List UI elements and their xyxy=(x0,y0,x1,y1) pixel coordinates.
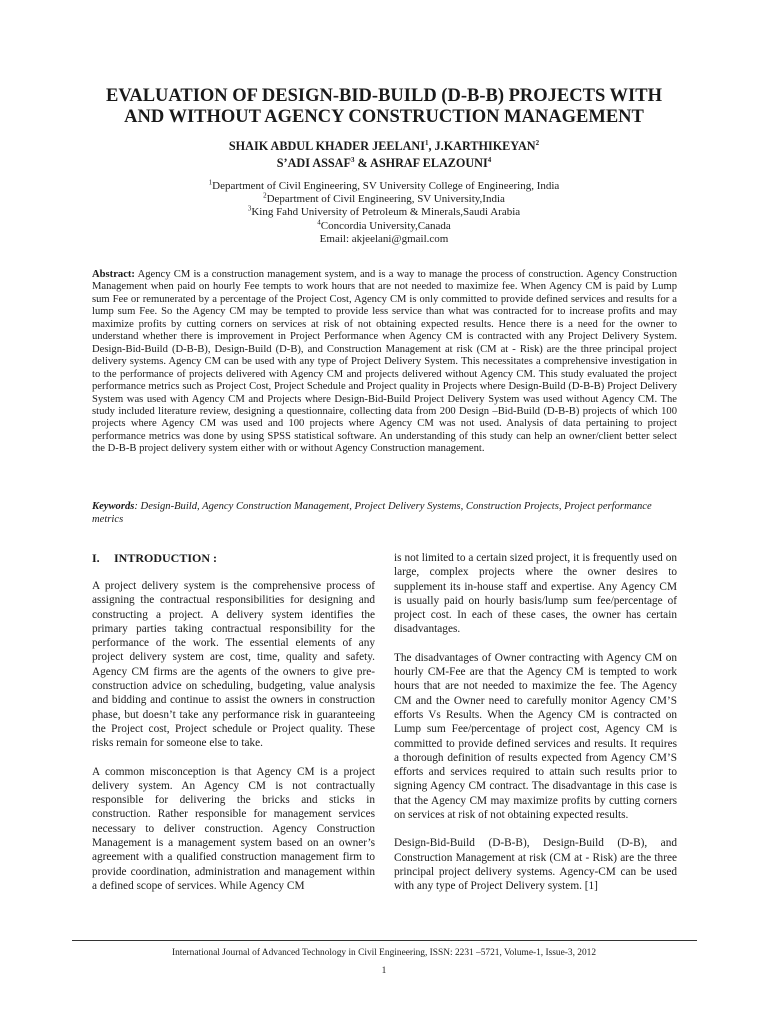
affiliation-2: $^2$Department of Civil Engineering, SV University,India xyxy=(263,191,505,206)
contact-email: Email: akjeelani@gmail.com xyxy=(319,232,449,245)
affiliation-3: $^3$King Fahd University of Petroleum & Minerals,Saudi Arabia xyxy=(247,204,521,219)
author-1: SHAIK ABDUL KHADER JEELANI xyxy=(228,139,425,153)
body-paragraph: A project delivery system is the comprehensive process of assigning the contractual responsibilities for designing and constructing a project. A delivery system identifies the primary parties taking contractual responsibility for the performance of the work. The essential elements of any project delivery system are cost, time, quality and safety. Agency CM firms are the agents of the owners to give pre-construction advice on scheduling, budgeting, value analysis and bidding and continue to assist the owners in construction phase, but doesn’t take any performance risk in guaranteeing the Project cost, Project schedule or Project quality. These risks remain for someone else to take. xyxy=(92,580,375,750)
affiliation-4: $^4$Concordia University,Canada xyxy=(317,217,451,232)
footer-divider xyxy=(72,940,697,941)
author-2: J.KARTHIKEYAN xyxy=(434,139,536,153)
left-column xyxy=(92,551,375,907)
paper-title xyxy=(60,86,708,128)
author-4-sup: 4 xyxy=(487,155,492,164)
page-number: 1 xyxy=(381,966,387,976)
title-line-1: EVALUATION OF DESIGN-BID-BUILD (D-B-B) PROJECTS WITH xyxy=(106,86,662,106)
author-3-sup: 3 xyxy=(350,155,355,164)
body-paragraph: Design-Bid-Build (D-B-B), Design-Build (D-B), and Construction Management at risk (CM at - Risk) are the three principal project delivery systems. Agency-CM can be used with any type of Project Delivery system. [1] xyxy=(394,837,677,893)
title-line-2: AND WITHOUT AGENCY CONSTRUCTION MANAGEMENT xyxy=(124,107,644,127)
keywords-text: : Design-Build, Agency Construction Management, Project Delivery Systems, Construction Projects, Project performance metrics xyxy=(92,501,652,525)
author-1-sup: 1 xyxy=(424,138,429,147)
abstract-text: Agency CM is a construction management system, and is a way to manage the process of construction. Agency Construction Management when paid on hourly Fee tempts to work hours that are not needed to maximize fee. When Agency CM is paid by Lump sum Fee or remunerated by a percentage of the Project Cost, Agency CM is only committed to provide defined services and results for a lump sum Fee. So the Agency CM may be tempted to provide less service than what was contracted for to increase profits and may maximize profits by cutting corners on services at risk of not obtaining expected results. Hence there is a need for the owner to understand whether there is improvement in Project Performance when Agency CM is contracted with any Project Delivery System. Design-Bid-Build (D-B-B), Design-Build (D-B), and Construction Management at risk (CM at - Risk) are the three principal project delivery systems. Agency CM can be used with any type of Project Delivery System. This necessitates a comprehensive investigation in to the performance of projects delivered with Agency CM and projects delivered without Agency CM. This study evaluated the project performance metrics such as Project Cost, Project Schedule and Project quality in Projects where Design-Build (D-B-B) Project Delivery System was used with Agency CM and Projects where Design-Bid-Build Project Delivery System was used without Agency CM. The study included literature review, designing a questionnaire, collecting data from 200 Design –Bid-Build (D-B-B) projects of which 100 projects where Agency CM was used and 100 projects where Agency CM was not used. Analysis of data pertaining to project performance metrics was done by using SPSS statistical software. An understanding of this study can help an owner/client better select the D-B-B project delivery system either with or without Agency Construction management. xyxy=(92,269,677,455)
body-paragraph: is not limited to a certain sized project, it is frequently used on large, complex projects where the owner desires to supplement its in-house staff and expertise. Any Agency CM is usually paid on hourly basis/lump sum fee/percentage of project cost. In each of these cases, the owner has certain disadvantages. xyxy=(394,552,677,636)
keywords xyxy=(92,500,677,526)
abstract-label: Abstract: xyxy=(92,269,135,280)
right-column xyxy=(394,551,677,908)
abstract xyxy=(92,269,677,456)
author-list: SHAIK ABDUL KHADER JEELANI$^1$, J.KARTHIKEYAN$^2$ S’ADI ASSAF$^3$ & ASHRAF ELAZOUNI$^4$ xyxy=(228,138,540,170)
author-3: S’ADI ASSAF xyxy=(276,156,351,170)
body-paragraph: The disadvantages of Owner contracting with Agency CM on hourly CM-Fee are that the Agency CM is tempted to work hours that are not needed to maximize the fee. The Agency CM and the Owner need to carefully monitor Agency CM’S efforts Vs Results. When the Agency CM is contracted on Lump sum Fee/percentage of project cost, Agency CM is committed to provide defined services and results. It requires a thorough definition of results expected from Agency CM’S efforts and services required to attain such results prior to signing Agency CM contract. The disadvantage in this case is that the Agency CM may maximize profits by cutting corners on services at risk of not obtaining expected results. xyxy=(394,651,677,822)
author-2-sup: 2 xyxy=(535,138,540,147)
author-4: ASHRAF ELAZOUNI xyxy=(370,156,488,170)
keywords-label: Keywords xyxy=(92,501,135,512)
affiliations xyxy=(60,180,708,246)
affiliation-1: $^1$Department of Civil Engineering, SV University College of Engineering, India xyxy=(208,178,560,192)
section-heading xyxy=(92,551,375,566)
journal-footer: International Journal of Advanced Technology in Civil Engineering, ISSN: 2231 –5721, Volume-1, Issue-3, 2012 xyxy=(171,948,597,958)
body-paragraph: A common misconception is that Agency CM is a project delivery system. An Agency CM is not contractually responsible for delivering the bricks and sticks in construction. Rather responsible for management services necessary to deliver construction. Agency Construction Management is a management system based on an owner’s agreement with a qualified construction management firm to provide coordination, administration and management within a defined scope of services. While Agency CM xyxy=(92,765,375,892)
section-title: INTRODUCTION : xyxy=(114,551,218,565)
section-number: I. xyxy=(92,551,100,565)
